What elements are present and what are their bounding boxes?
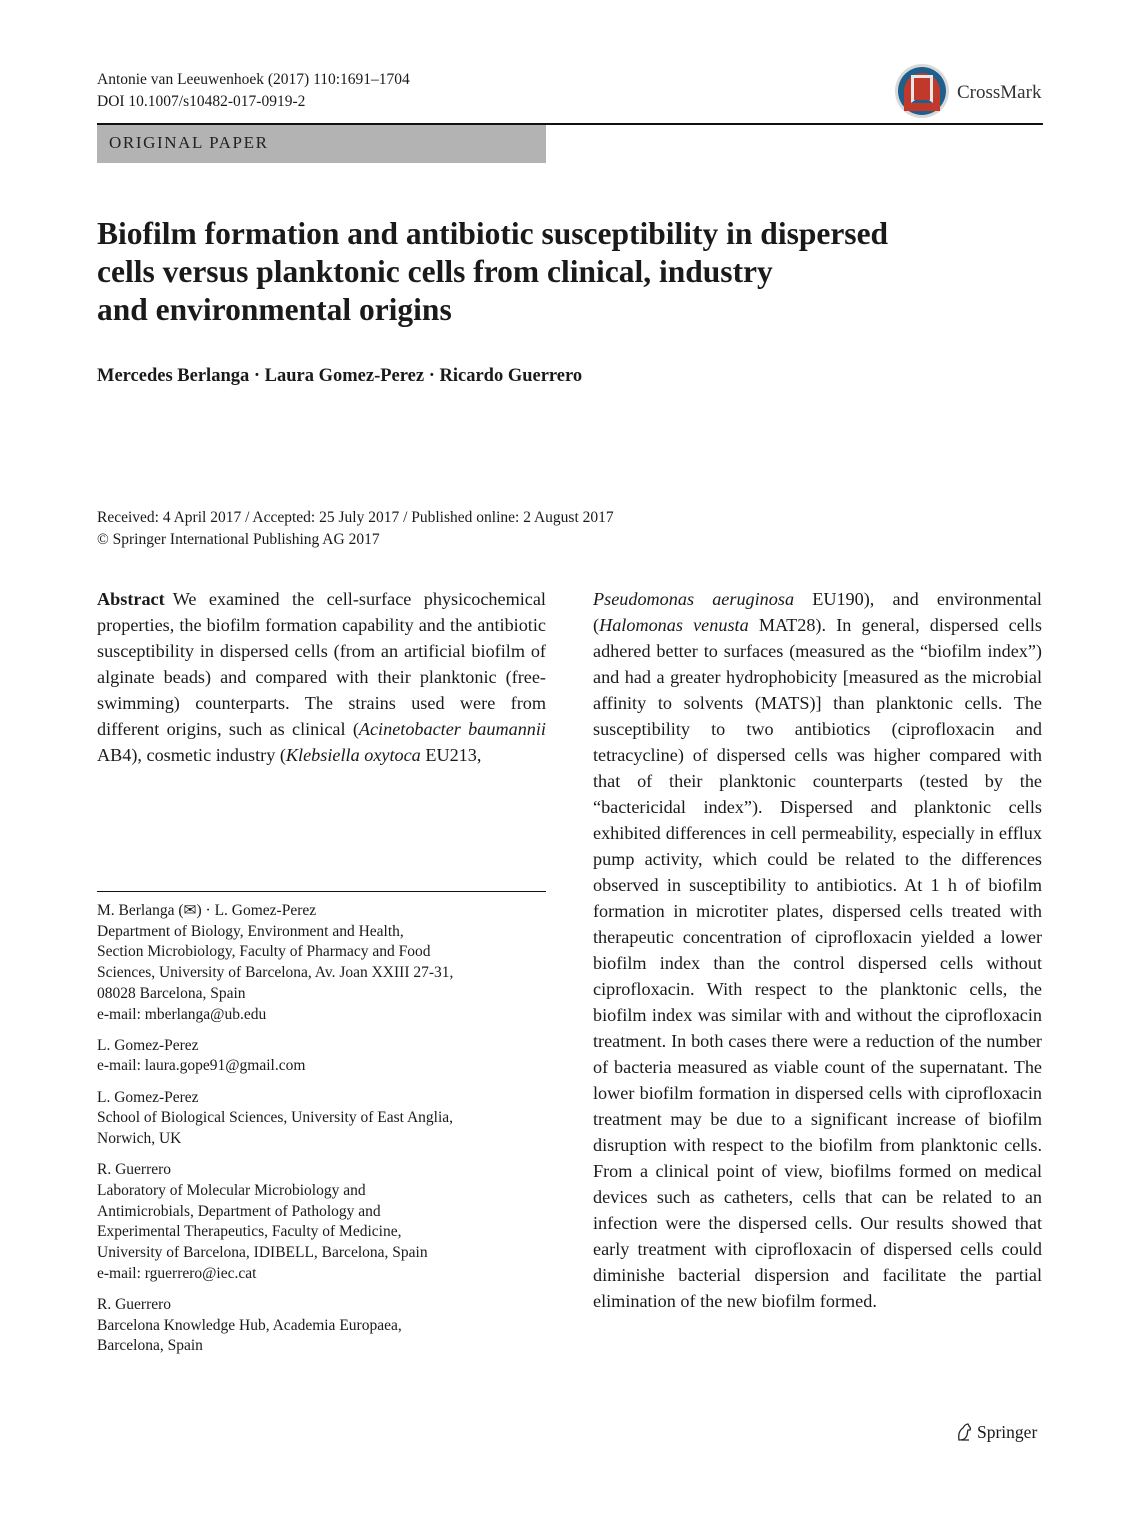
- publisher-logo: [955, 1422, 1037, 1443]
- crossmark-icon: [893, 61, 955, 121]
- doi[interactable]: DOI 10.1007/s10482-017-0919-2: [97, 93, 306, 110]
- abstract-column-right: [593, 586, 1042, 1314]
- email-link[interactable]: e-mail: mberlanga@ub.edu: [97, 1005, 267, 1023]
- author-list: Mercedes Berlanga · Laura Gomez-Perez · Ricardo Guerrero: [97, 366, 583, 386]
- affiliation-line: Laboratory of Molecular Microbiology and: [97, 1181, 366, 1199]
- affiliation-line: L. Gomez-Perez: [97, 1088, 199, 1106]
- affiliation-line: Section Microbiology, Faculty of Pharmacy and Food: [97, 943, 431, 961]
- affiliation-block: [97, 901, 546, 1025]
- affiliation-line: R. Guerrero: [97, 1295, 172, 1313]
- affiliation-line: R. Guerrero: [97, 1161, 172, 1179]
- affiliations: [97, 901, 546, 1368]
- springer-horse-icon: [955, 1422, 973, 1442]
- species-name: Pseudomonas aeruginosa: [593, 589, 795, 609]
- abstract-text: EU190), and environmental (: [593, 589, 1042, 635]
- abstract-text: MAT28). In general, dispersed cells adhered better to surfaces (measured as the “biofilm index”) and had a greater hydrophobicity [measured as the microbial affinity to solvents (MATS)] than planktonic cells. The susceptibility to two antibiotics (ciprofloxacin and tetracycline) of dispersed cells was higher compared with that of their planktonic counterparts (tested by the “bactericidal index”). Dispersed and planktonic cells exhibited differences in cell permeability, especially in efflux pump activity, which could be related to the differences observed in susceptibility to antibiotics. At 1 h of biofilm formation in microtiter plates, dispersed cells treated with therapeutic concentration of ciprofloxacin yielded a lower biofilm index than the control dispersed cells without ciprofloxacin. With respect to the planktonic cells, the biofilm index was similar with and without the ciprofloxacin treatment. In both cases there were a reduction of the number of bacteria measured as viable count of the supernatant. The lower biofilm formation in dispersed cells with ciprofloxacin treatment may be due to a significant increase of biofilm disruption with respect to the biofilm from planktonic cells. From a clinical point of view, biofilms formed on medical devices such as catheters, cells that can be related to an infection were the dispersed cells. Our results showed that early treatment with ciprofloxacin of dispersed cells could diminishe bacterial dispersion and facilitate the partial elimination of the new biofilm formed.: [593, 615, 1042, 1311]
- affiliation-line: Sciences, University of Barcelona, Av. Joan XXIII 27-31,: [97, 964, 454, 982]
- abstract-heading: Abstract: [97, 589, 165, 609]
- species-name: Halomonas venusta: [599, 615, 749, 635]
- publisher-name: Springer: [977, 1422, 1038, 1442]
- affiliation-line: University of Barcelona, IDIBELL, Barcelona, Spain: [97, 1244, 428, 1262]
- publication-dates: [97, 507, 614, 551]
- title-line: and environmental origins: [97, 292, 452, 327]
- affiliation-divider: [97, 891, 546, 892]
- affiliation-block: [97, 1088, 546, 1150]
- affiliation-block: [97, 1295, 546, 1357]
- article-type: ORIGINAL PAPER: [109, 133, 269, 152]
- affiliation-line: Antimicrobials, Department of Pathology and: [97, 1202, 381, 1220]
- affiliation-line: Norwich, UK: [97, 1130, 182, 1148]
- affiliation-line: L. Gomez-Perez: [97, 1036, 199, 1054]
- affiliation-line: Experimental Therapeutics, Faculty of Medicine,: [97, 1223, 402, 1241]
- abstract-text: AB4), cosmetic industry (: [97, 745, 286, 765]
- email-link[interactable]: e-mail: laura.gope91@gmail.com: [97, 1057, 306, 1075]
- affiliation-line: Barcelona, Spain: [97, 1337, 203, 1355]
- species-name: Acinetobacter baumannii: [358, 719, 546, 739]
- date-history: Received: 4 April 2017 / Accepted: 25 July 2017 / Published online: 2 August 2017: [97, 509, 614, 526]
- affiliation-block: [97, 1160, 546, 1284]
- affiliation-line: Department of Biology, Environment and Health,: [97, 922, 404, 940]
- affiliation-line: M. Berlanga (✉) · L. Gomez-Perez: [97, 902, 317, 919]
- affiliation-line: Barcelona Knowledge Hub, Academia Europaea,: [97, 1316, 402, 1334]
- abstract-text: We examined the cell-surface physicochemical properties, the biofilm formation capability and the antibiotic susceptibility in dispersed cells (from an artificial biofilm of alginate beads) and compared with their planktonic (free-swimming) counterparts. The strains used were from different origins, such as clinical (: [97, 589, 546, 739]
- journal-citation: Antonie van Leeuwenhoek (2017) 110:1691–1704: [97, 71, 410, 88]
- title-line: Biofilm formation and antibiotic susceptibility in dispersed: [97, 216, 889, 251]
- affiliation-block: [97, 1036, 546, 1077]
- article-title: [97, 215, 977, 329]
- copyright: © Springer International Publishing AG 2017: [97, 531, 380, 548]
- email-link[interactable]: e-mail: rguerrero@iec.cat: [97, 1264, 257, 1282]
- journal-info: [97, 69, 410, 113]
- affiliation-line: 08028 Barcelona, Spain: [97, 984, 246, 1002]
- title-line: cells versus planktonic cells from clinical, industry: [97, 254, 773, 289]
- abstract-column-left: [97, 586, 546, 768]
- affiliation-line: School of Biological Sciences, University of East Anglia,: [97, 1109, 454, 1127]
- abstract-text: EU213,: [420, 745, 482, 765]
- crossmark-label: CrossMark: [957, 82, 1042, 103]
- species-name: Klebsiella oxytoca: [285, 745, 421, 765]
